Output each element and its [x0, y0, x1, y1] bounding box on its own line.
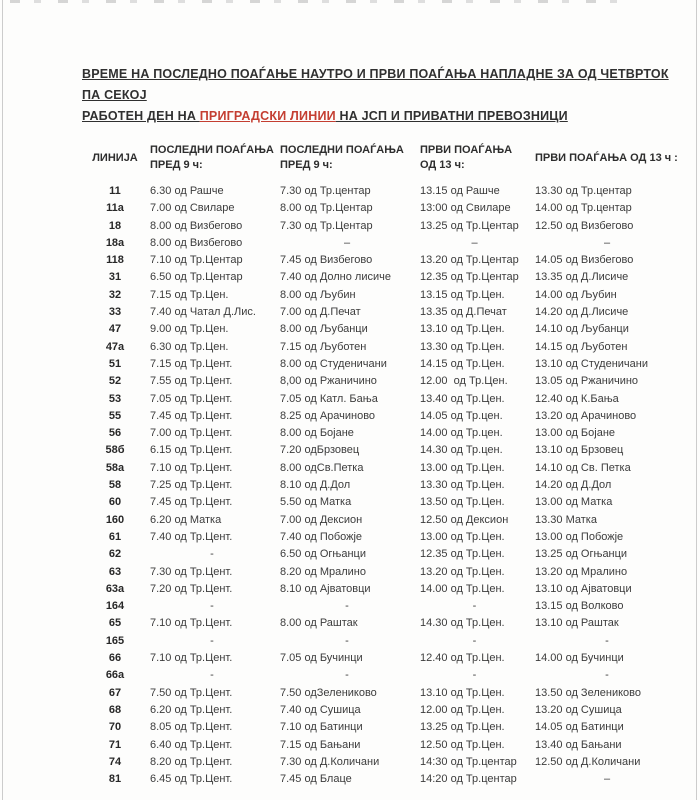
table-row — [82, 356, 685, 373]
line-number: 47а — [105, 340, 125, 353]
cell-first-departure-b: 13.20 од Мралино — [535, 565, 628, 578]
cell-first-departure-a: - — [472, 600, 477, 613]
cell-first-departure-b: 13.05 од Ржаничино — [535, 375, 639, 388]
cell-first-departure-a: 13.25 од Тр.Цен. — [420, 721, 505, 734]
line-number: 11 — [109, 185, 121, 197]
cell-last-departure-a: 7.20 од Тр.Цент. — [150, 582, 233, 595]
cell-last-departure-a: 7.40 од Тр.Цент. — [150, 530, 233, 543]
table-row — [82, 408, 685, 425]
cell-last-departure-a: 8.20 од Тр.Цент. — [150, 755, 233, 768]
cell-first-departure-a: 12.00 од Тр.Цен. — [420, 703, 505, 716]
table-row — [82, 598, 685, 615]
title-line-1 — [82, 64, 688, 106]
cell-last-departure-b: 7.20 одБрзовец — [280, 444, 360, 457]
cell-first-departure-b: 14.05 од Батинци — [535, 721, 624, 734]
line-number: 18а — [105, 236, 125, 249]
cell-first-departure-a: 13.10 од Тр.Цен. — [420, 323, 505, 336]
cell-last-departure-b: 7.05 од Катл. Бања — [280, 392, 378, 405]
table-row — [82, 321, 685, 338]
table-row — [82, 269, 685, 286]
table-row — [82, 373, 685, 390]
table-row — [82, 702, 685, 719]
line-number: 58 — [108, 479, 122, 492]
cell-last-departure-b: 8.00 од Љубин — [280, 288, 356, 301]
table-row — [82, 529, 685, 546]
table-row — [82, 633, 685, 650]
cell-first-departure-b: 13.25 од Огњанци — [535, 548, 628, 561]
cell-first-departure-b: 13.00 од Матка — [535, 496, 613, 509]
cell-first-departure-b: 14.00 од Бучинци — [535, 652, 624, 665]
cell-first-departure-b: 13.30 од Тр.центар — [535, 185, 632, 197]
cell-last-departure-a: 7.05 од Тр.Цент. — [150, 392, 233, 405]
cell-first-departure-a: 13.35 од Д.Печат — [420, 306, 507, 319]
page-right-edge — [696, 0, 697, 800]
table-row — [82, 754, 685, 771]
table-row — [82, 546, 685, 563]
cell-first-departure-a: 12.00 од Тр.Цен. — [420, 375, 508, 388]
cell-last-departure-b: 7.00 од Д.Печат — [280, 306, 361, 319]
line-number: 66 — [108, 652, 122, 665]
cell-last-departure-b: 8.10 од Ајватовци — [280, 582, 371, 595]
line-number: 56 — [108, 427, 122, 440]
cell-last-departure-b: – — [343, 236, 351, 249]
line-number: 51 — [108, 357, 122, 370]
line-number: 62 — [108, 548, 122, 561]
cell-last-departure-b: 8.00 од Љубанци — [280, 323, 368, 336]
cell-last-departure-a: 7.45 од Тр.Цент. — [150, 409, 233, 422]
cell-first-departure-b: 14.10 од Љубанци — [535, 323, 629, 336]
table-row — [82, 564, 685, 581]
cell-last-departure-b: 8.00 од Бојане — [280, 427, 354, 440]
cell-first-departure-b: 14.00 од Љубин — [535, 288, 617, 301]
cell-last-departure-b: - — [345, 634, 349, 647]
cell-first-departure-b: 12.50 од Визбегово — [535, 219, 634, 232]
cell-last-departure-b: 7.40 од Долно лисиче — [280, 271, 391, 284]
cell-first-departure-b: 14.20 од Д.Дол — [535, 479, 612, 492]
cell-last-departure-b: 7.05 од Бучинци — [280, 652, 363, 665]
cell-first-departure-a: 12.35 од Тр.Центар — [420, 271, 519, 284]
table-row — [82, 685, 685, 702]
cell-first-departure-a: 12.35 од Тр.Цен. — [420, 548, 505, 561]
cell-last-departure-a: 7.45 од Тр.Цент. — [150, 496, 233, 509]
cell-first-departure-a: 14:20 од Тр.центар — [420, 773, 517, 786]
cell-last-departure-b: 8.00 од Раштак — [280, 617, 358, 630]
table-row — [82, 581, 685, 598]
schedule-table — [82, 143, 685, 788]
line-number: 63 — [108, 565, 122, 578]
cell-last-departure-a: - — [210, 600, 214, 613]
cell-last-departure-b: 7.30 од Д.Количани — [280, 755, 380, 768]
header-first-departures-from-13-a: ПРВИ ПОАЃАЊА ОД 13 ч: — [420, 144, 513, 171]
table-row — [82, 477, 685, 494]
cell-last-departure-b: 7.40 од Побожје — [280, 530, 363, 543]
cell-last-departure-a: 7.15 од Тр.Цент. — [150, 357, 233, 370]
cell-first-departure-a: 13.20 од Тр.Цен. — [420, 565, 505, 578]
cell-last-departure-a: 9.00 од Тр.Цен. — [150, 323, 229, 336]
cell-first-departure-b: 14.00 од Тр.центар — [535, 202, 632, 215]
cell-last-departure-a: 6.30 од Тр.Цен. — [150, 340, 229, 353]
line-number: 58а — [105, 461, 125, 474]
table-row — [82, 339, 685, 356]
cell-first-departure-b: 13.35 од Д.Лисиче — [535, 271, 629, 284]
cell-first-departure-b: 13.10 од Ајватовци — [535, 582, 632, 595]
table-row — [82, 183, 685, 200]
header-row — [82, 143, 685, 183]
cell-first-departure-a: 13.25 од Тр.Центар — [420, 219, 519, 232]
header-first-departures-from-13-b: ПРВИ ПОАЃАЊА ОД 13 ч : — [535, 151, 678, 164]
cell-last-departure-a: 6.40 од Тр.Цент. — [150, 738, 233, 751]
cell-last-departure-b: 7.30 од Тр.Центар — [280, 219, 373, 232]
cell-last-departure-a: 8.00 од Визбегово — [150, 219, 243, 232]
line-number: 11а — [106, 202, 124, 215]
table-row — [82, 304, 685, 321]
cell-first-departure-a: 14.00 од Тр.Цен. — [420, 582, 505, 595]
cell-last-departure-b: - — [345, 669, 349, 682]
cell-first-departure-b: 13.20 од Сушица — [535, 703, 622, 716]
cell-first-departure-a: 14.00 од Тр.цен. — [420, 427, 503, 440]
cell-last-departure-b: 7.10 од Батинци — [280, 721, 363, 734]
cell-first-departure-b: 12.40 од К.Бања — [535, 392, 619, 405]
cell-first-departure-b: – — [603, 236, 611, 249]
line-number: 32 — [108, 288, 122, 301]
title-text-1: ВРЕМЕ НА ПОСЛЕДНО ПОАЃАЊЕ НАУТРО И ПРВИ ПОАЃАЊА НАПЛАДНЕ ЗА ОД ЧЕТВРТОК ПА СЕКОЈ — [82, 67, 669, 102]
cell-first-departure-b: 13.50 од Зелениково — [535, 686, 641, 699]
line-number: 164 — [105, 600, 125, 613]
page-left-edge — [2, 0, 3, 800]
cell-last-departure-a: 6.50 од Тр.Центар — [150, 271, 243, 284]
table-row — [82, 719, 685, 736]
cell-first-departure-a: 13.20 од Тр.Центар — [420, 254, 519, 267]
cell-first-departure-b: 12.50 од Д.Количани — [535, 755, 641, 768]
cell-first-departure-a: 13.40 од Тр.Цен. — [420, 392, 505, 405]
line-number: 71 — [108, 738, 122, 751]
title-text-2b: НА ЈСП И ПРИВАТНИ ПРЕВОЗНИЦИ — [335, 109, 568, 123]
table-row — [82, 425, 685, 442]
cell-last-departure-a: 8.05 од Тр.Цент. — [150, 721, 233, 734]
line-number: 31 — [108, 271, 122, 284]
table-row — [82, 512, 685, 529]
cell-last-departure-b: 7.30 од Тр.центар — [280, 185, 371, 197]
table-row — [82, 615, 685, 632]
cell-last-departure-a: 6.20 од Тр.Цент. — [150, 703, 233, 716]
cell-last-departure-a: 7.10 од Тр.Цент. — [150, 652, 233, 665]
table-row — [82, 494, 685, 511]
cell-last-departure-a: 7.50 од Тр.Цент. — [150, 686, 233, 699]
cell-first-departure-a: 13.15 од Тр.Цен. — [420, 288, 505, 301]
page-title — [82, 64, 688, 127]
cell-last-departure-b: 8.25 од Арачиново — [280, 409, 376, 422]
line-number: 18 — [108, 219, 122, 232]
cell-first-departure-b: - — [605, 634, 609, 647]
cell-first-departure-b: 14.05 од Визбегово — [535, 254, 634, 267]
cell-last-departure-b: 7.45 од Визбегово — [280, 254, 373, 267]
cell-last-departure-b: - — [345, 600, 349, 613]
cell-last-departure-a: - — [210, 548, 214, 561]
line-number: 70 — [108, 721, 122, 734]
line-number: 118 — [106, 254, 124, 267]
cell-first-departure-b: 13.00 од Побожје — [535, 530, 624, 543]
cell-first-departure-b: 13.40 од Бањани — [535, 738, 622, 751]
line-number: 47 — [108, 323, 122, 336]
cell-last-departure-b: 7.45 од Блаце — [280, 773, 352, 786]
line-number: 160 — [105, 513, 125, 526]
cell-last-departure-a: 6.45 од Тр.Цент. — [150, 773, 233, 786]
cell-last-departure-b: 8.10 од Д.Дол — [280, 479, 351, 492]
table-row — [82, 252, 685, 269]
cell-last-departure-a: 7.10 од Тр.Цент. — [150, 461, 233, 474]
table-row — [82, 650, 685, 667]
cell-last-departure-a: - — [210, 634, 214, 647]
cell-last-departure-a: 6.15 од Тр.Цент. — [150, 444, 233, 457]
cell-last-departure-b: 6.50 од Огњанци — [280, 548, 366, 561]
document-content — [82, 64, 688, 788]
cell-last-departure-b: 7.40 од Сушица — [280, 703, 361, 716]
schedule-body — [82, 183, 685, 788]
cell-last-departure-a: 7.00 од Тр.Цент. — [150, 427, 233, 440]
cell-first-departure-b: - — [605, 669, 609, 682]
cell-last-departure-a: 7.10 од Тр.Цент. — [150, 617, 233, 630]
cell-last-departure-b: 5.50 од Матка — [280, 496, 352, 509]
line-number: 63а — [105, 582, 125, 595]
header-last-departures-before-9-a: ПОСЛЕДНИ ПОАЃАЊА ПРЕД 9 ч: — [150, 144, 274, 171]
table-row — [82, 737, 685, 754]
cell-first-departure-a: 12.50 од Дексион — [420, 513, 509, 526]
line-number: 60 — [108, 496, 122, 509]
cell-last-departure-a: 7.15 од Тр.Цен. — [150, 288, 229, 301]
line-number: 33 — [108, 306, 122, 319]
cell-first-departure-b: 13.15 од Волково — [535, 600, 624, 613]
line-number: 53 — [108, 392, 122, 405]
table-row — [82, 771, 685, 788]
cell-first-departure-b: 14.20 од Д.Лисиче — [535, 306, 629, 319]
table-row — [82, 667, 685, 684]
table-row — [82, 442, 685, 459]
cell-last-departure-b: 8.00 од Тр.Центар — [280, 202, 373, 215]
cell-last-departure-a: 7.00 од Свиларе — [150, 202, 235, 215]
title-highlight-suburban-lines: ПРИГРАДСКИ ЛИНИИ — [199, 109, 336, 123]
cell-first-departure-b: 13.10 од Раштак — [535, 617, 619, 630]
line-number: 61 — [108, 530, 122, 543]
cell-first-departure-a: 13.50 од Тр.Цен. — [420, 496, 505, 509]
cropped-text-artifact — [10, 0, 630, 3]
line-number: 58б — [105, 444, 125, 457]
cell-first-departure-b: 14.15 од Љуботен — [535, 340, 628, 353]
line-number: 67 — [108, 686, 122, 699]
cell-first-departure-b: – — [603, 773, 611, 786]
cell-first-departure-a: 13.30 од Тр.Цен. — [420, 479, 505, 492]
cell-first-departure-a: 13.15 од Рашче — [420, 185, 500, 197]
cell-last-departure-a: 7.30 од Тр.Цент. — [150, 565, 233, 578]
cell-last-departure-a: 8.00 од Визбегово — [150, 236, 243, 249]
cell-last-departure-b: 8.00 од Студеничани — [280, 357, 387, 370]
cell-last-departure-b: 8.20 од Мралино — [280, 565, 366, 578]
cell-first-departure-a: - — [472, 634, 477, 647]
cell-first-departure-a: 12.50 од Тр.Цен. — [420, 738, 505, 751]
cell-first-departure-b: 13.10 од Брзовец — [535, 444, 624, 457]
line-number: 68 — [108, 703, 122, 716]
cell-first-departure-a: - — [472, 669, 477, 682]
line-number: 74 — [108, 755, 122, 768]
line-number: 55 — [108, 409, 122, 422]
cell-first-departure-a: 13.10 од Тр.Цен. — [420, 686, 505, 699]
cell-first-departure-b: 13.10 од Студеничани — [535, 357, 648, 370]
cell-last-departure-b: 7.15 од Љуботен — [280, 340, 367, 353]
header-line: ЛИНИЈА — [92, 151, 138, 164]
cell-last-departure-a: 7.55 од Тр.Цент. — [150, 375, 233, 388]
cell-first-departure-a: 14.30 од Тр.Цен. — [420, 617, 505, 630]
table-row — [82, 218, 685, 235]
cell-last-departure-b: 7.50 одЗелениково — [280, 686, 377, 699]
cell-first-departure-b: 13.30 Матка — [535, 513, 597, 526]
title-text-2a: РАБОТЕН ДЕН НА — [82, 109, 200, 123]
cell-first-departure-b: 13.00 од Бојане — [535, 427, 616, 440]
cell-first-departure-a: 13.30 од Тр.Цен. — [420, 340, 505, 353]
table-row — [82, 460, 685, 477]
header-last-departures-before-9-b: ПОСЛЕДНИ ПОАЃАЊА ПРЕД 9 ч: — [280, 144, 404, 171]
cell-last-departure-b: 7.00 од Дексион — [280, 513, 363, 526]
cell-last-departure-b: 8,00 од Ржаничино — [280, 375, 377, 388]
table-row — [82, 200, 685, 217]
cell-last-departure-a: - — [210, 669, 214, 682]
cell-first-departure-a: 13:00 од Свиларе — [420, 202, 511, 215]
cell-first-departure-b: 14.10 од Св. Петка — [535, 461, 631, 474]
cell-first-departure-a: 14.05 од Тр.цен. — [420, 409, 503, 422]
table-row — [82, 287, 685, 304]
cell-first-departure-a: 14.30 од Тр.цен. — [420, 444, 503, 457]
cell-first-departure-a: 12.40 од Тр.Цен. — [420, 652, 505, 665]
cell-first-departure-a: 13.00 од Тр.Цен. — [420, 461, 505, 474]
line-number: 52 — [108, 375, 122, 388]
cell-first-departure-b: 13.20 од Арачиново — [535, 409, 637, 422]
table-row — [82, 235, 685, 252]
cell-last-departure-a: 7.10 од Тр.Центар — [150, 254, 243, 267]
line-number: 165 — [105, 634, 125, 647]
line-number: 65 — [108, 617, 122, 630]
cell-first-departure-a: – — [471, 236, 478, 249]
cell-first-departure-a: 14.15 од Тр.Цен. — [420, 357, 505, 370]
cell-last-departure-a: 7.25 од Тр.Цент. — [150, 479, 233, 492]
line-number: 66а — [105, 669, 125, 682]
cell-last-departure-b: 7.15 од Бањани — [280, 738, 361, 751]
cell-last-departure-a: 6.20 од Матка — [150, 513, 222, 526]
line-number: 81 — [108, 773, 122, 786]
cell-first-departure-a: 13.00 од Тр.Цен. — [420, 530, 505, 543]
cell-last-departure-a: 6.30 од Рашче — [150, 185, 224, 197]
table-row — [82, 391, 685, 408]
cell-last-departure-a: 7.40 од Чатал Д.Лис. — [150, 306, 256, 319]
cell-last-departure-b: 8.00 одСв.Петка — [280, 461, 364, 474]
title-line-2 — [82, 106, 688, 127]
cell-first-departure-a: 14:30 од Тр.центар — [420, 755, 517, 768]
